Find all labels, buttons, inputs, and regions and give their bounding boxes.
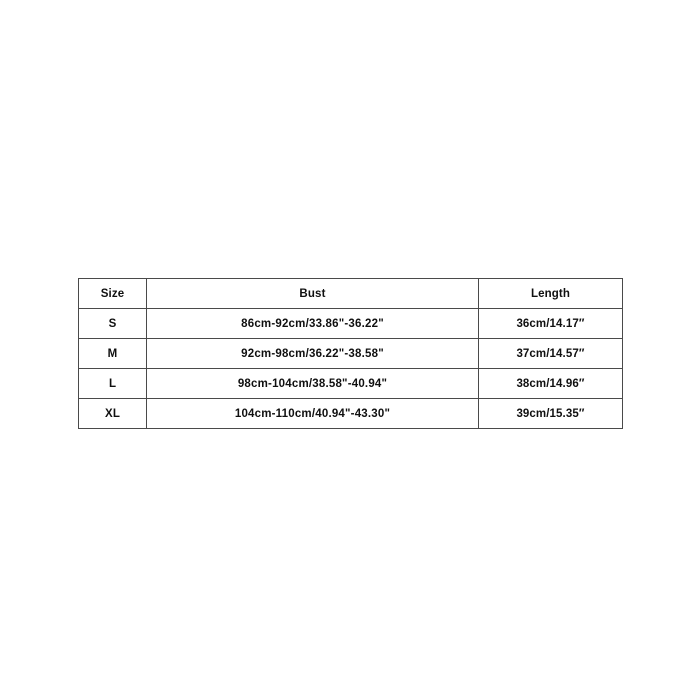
cell-length: 37cm/14.57′′ xyxy=(479,339,623,369)
cell-size: L xyxy=(79,369,147,399)
cell-bust: 104cm-110cm/40.94"-43.30" xyxy=(147,399,479,429)
cell-length: 36cm/14.17′′ xyxy=(479,309,623,339)
table-row xyxy=(79,339,623,369)
size-chart-table-wrapper xyxy=(78,278,622,429)
table-row xyxy=(79,369,623,399)
table-row xyxy=(79,309,623,339)
column-header-bust: Bust xyxy=(147,279,479,309)
cell-size: S xyxy=(79,309,147,339)
cell-length: 38cm/14.96′′ xyxy=(479,369,623,399)
cell-bust: 86cm-92cm/33.86"-36.22" xyxy=(147,309,479,339)
cell-length: 39cm/15.35′′ xyxy=(479,399,623,429)
cell-bust: 92cm-98cm/36.22"-38.58" xyxy=(147,339,479,369)
column-header-size: Size xyxy=(79,279,147,309)
column-header-length: Length xyxy=(479,279,623,309)
cell-size: M xyxy=(79,339,147,369)
cell-bust: 98cm-104cm/38.58"-40.94" xyxy=(147,369,479,399)
size-chart-table xyxy=(78,278,623,429)
table-header-row xyxy=(79,279,623,309)
cell-size: XL xyxy=(79,399,147,429)
table-row xyxy=(79,399,623,429)
